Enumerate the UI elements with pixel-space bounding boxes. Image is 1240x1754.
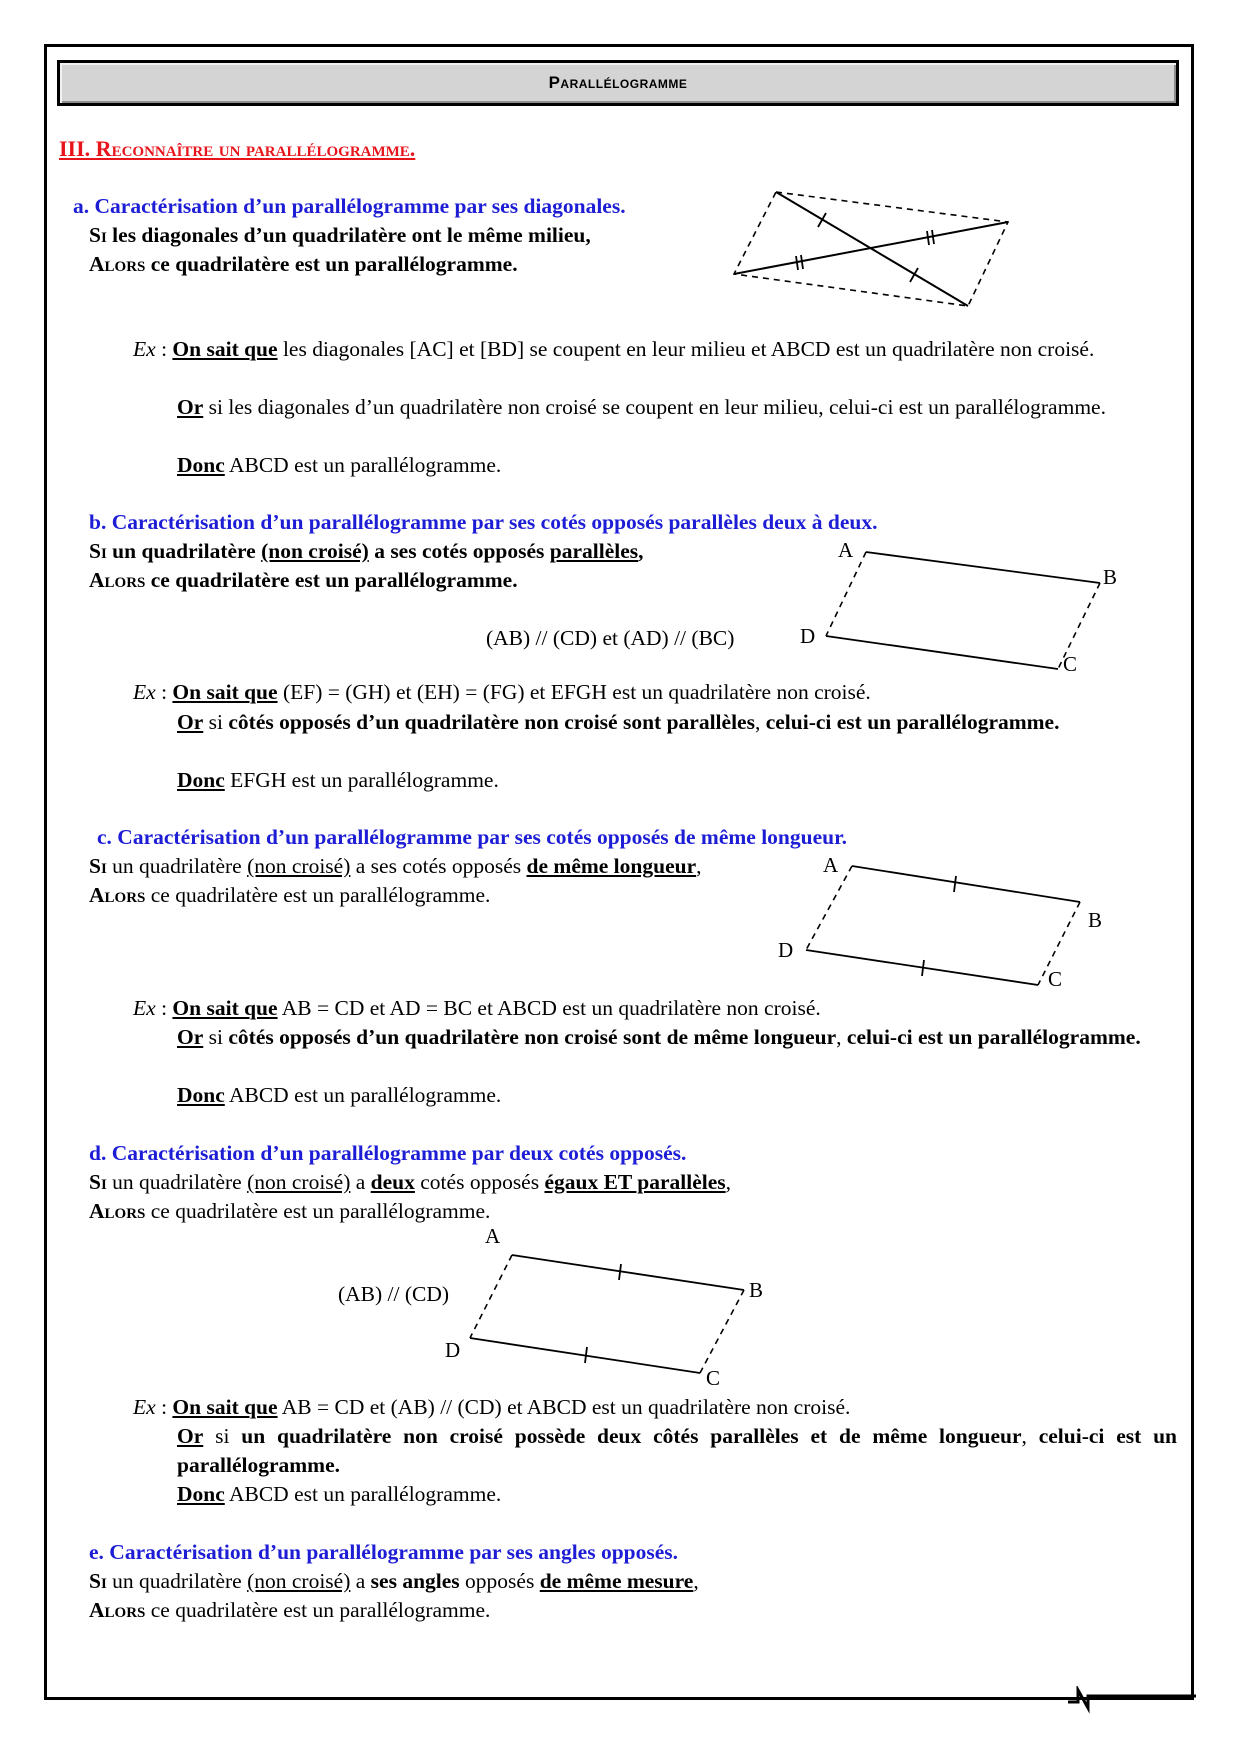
ex-text: AB = CD et AD = BC et ABCD est un quadrilatère non croisé. <box>277 996 821 1020</box>
rule-text: , <box>696 854 702 878</box>
rule-text: a <box>350 1170 371 1194</box>
or-keyword: Or <box>177 1424 204 1448</box>
alors-keyword: Alors <box>89 252 146 276</box>
tick-mark <box>585 1347 587 1363</box>
rule-text: a ses cotés opposés <box>350 854 527 878</box>
vertex-label-b: B <box>749 1278 764 1302</box>
rule-text: ce quadrilatère est un parallélogramme. <box>145 1199 491 1223</box>
or-keyword: Or <box>177 395 204 419</box>
ex-colon: : <box>155 337 173 361</box>
or-bold: celui-ci est un parallélogramme. <box>177 1424 1178 1477</box>
heading-a: a. Caractérisation d’un parallélogramme par ses diagonales. <box>73 194 626 218</box>
rule-underlined: (non croisé) <box>247 1170 351 1194</box>
or-d <box>177 1422 1177 1480</box>
or-text: si <box>203 1025 229 1049</box>
rule-text: ce quadrilatère est un parallélogramme. <box>145 883 491 907</box>
rule-text: un quadrilatère <box>106 1569 248 1593</box>
or-bold: celui-ci est un parallélogramme. <box>846 1025 1141 1049</box>
vertex-label-a: A <box>485 1224 501 1248</box>
rule-underlined: (non croisé) <box>247 1569 351 1593</box>
si-keyword: Si <box>89 223 107 247</box>
vertex-label-c: C <box>1048 967 1063 991</box>
rule-text: a ses cotés opposés <box>368 539 550 563</box>
side-dc <box>470 1338 700 1373</box>
ex-colon: : <box>155 996 173 1020</box>
vertex-label-d: D <box>778 938 794 962</box>
si-keyword: Si <box>89 1569 107 1593</box>
or-bold: celui-ci est un parallélogramme. <box>765 710 1060 734</box>
on-sait-que: On sait que <box>172 996 278 1020</box>
figure-caption-d: (AB) // (CD) <box>338 1282 450 1306</box>
heading-b: b. Caractérisation d’un parallélogramme par ses cotés opposés parallèles deux à deux. <box>89 510 878 534</box>
donc-keyword: Donc <box>177 453 225 477</box>
or-text: si les diagonales d’un quadrilatère non croisé se coupent en leur milieu, celui-ci est un parallélogramme. <box>203 395 1106 419</box>
donc-text: ABCD est un parallélogramme. <box>224 1083 502 1107</box>
si-keyword: Si <box>89 1170 107 1194</box>
rule-text: un quadrilatère <box>106 539 262 563</box>
ex-label: Ex <box>133 680 156 704</box>
vertex-label-a: A <box>823 853 839 877</box>
figure-caption-b: (AB) // (CD) et (AD) // (BC) <box>486 626 735 650</box>
rule-e-si <box>89 1568 699 1594</box>
rule-text: un quadrilatère <box>106 1170 248 1194</box>
vertex-label-d: D <box>800 624 816 648</box>
or-keyword: Or <box>177 710 204 734</box>
side-ab <box>512 1255 744 1290</box>
rule-text: les diagonales d’un quadrilatère ont le même milieu, <box>106 223 591 247</box>
vertex-label-b: B <box>1088 908 1103 932</box>
donc-keyword: Donc <box>177 768 225 792</box>
heading-d: d. Caractérisation d’un parallélogramme par deux cotés opposés. <box>89 1141 687 1165</box>
rule-underlined: (non croisé) <box>247 854 351 878</box>
donc-d <box>177 1481 501 1507</box>
page-title: Parallélogramme <box>548 73 688 92</box>
vertex-label-c: C <box>1063 652 1078 676</box>
rule-text: un quadrilatère <box>106 854 248 878</box>
rule-bold-underlined: égaux ET parallèles <box>544 1170 726 1194</box>
alors-keyword: Alors <box>89 1199 146 1223</box>
side-ad <box>470 1255 512 1338</box>
ex-text: AB = CD et (AB) // (CD) et ABCD est un quadrilatère non croisé. <box>277 1395 851 1419</box>
or-bold: côtés opposés d’un quadrilatère non croisé sont de même longueur <box>228 1025 837 1049</box>
heading-e: e. Caractérisation d’un parallélogramme par ses angles opposés. <box>89 1540 679 1564</box>
rule-text: ce quadrilatère est un parallélogramme. <box>145 1598 491 1622</box>
or-text: si <box>203 1424 242 1448</box>
rule-underlined: (non croisé) <box>261 539 369 563</box>
donc-text: ABCD est un parallélogramme. <box>224 1482 502 1506</box>
section-heading: III. Reconnaître un parallélogramme. <box>59 136 416 161</box>
rule-bold-underlined: de même mesure <box>539 1569 694 1593</box>
rule-text: opposés <box>459 1569 540 1593</box>
or-bold: un quadrilatère non croisé possède deux côtés parallèles et de même longueur <box>241 1424 1022 1448</box>
rule-text: ce quadrilatère est un parallélogramme. <box>145 568 518 592</box>
donc-keyword: Donc <box>177 1083 225 1107</box>
ex-text: les diagonales [AC] et [BD] se coupent en leur milieu et ABCD est un quadrilatère non croisé. <box>277 337 1095 361</box>
rule-text: cotés opposés <box>414 1170 545 1194</box>
ex-colon: : <box>155 680 173 704</box>
donc-text: EFGH est un parallélogramme. <box>224 768 499 792</box>
ex-label: Ex <box>133 337 156 361</box>
page-turn-mark <box>1068 1686 1196 1714</box>
or-text: si <box>203 710 229 734</box>
or-text: , <box>836 1025 847 1049</box>
rule-underlined: parallèles <box>549 539 639 563</box>
on-sait-que: On sait que <box>172 680 278 704</box>
rule-text: , <box>725 1170 732 1194</box>
vertex-label-a: A <box>838 538 854 562</box>
ex-label: Ex <box>133 1395 156 1419</box>
on-sait-que: On sait que <box>172 337 278 361</box>
or-keyword: Or <box>177 1025 204 1049</box>
vertex-label-d: D <box>445 1338 461 1362</box>
ex-text: (EF) = (GH) et (EH) = (FG) et EFGH est un quadrilatère non croisé. <box>277 680 871 704</box>
vertex-label-b: B <box>1103 565 1118 589</box>
rule-text: a <box>350 1569 371 1593</box>
or-text: , <box>754 710 766 734</box>
on-sait-que: On sait que <box>172 1395 278 1419</box>
rule-text: ce quadrilatère est un parallélogramme. <box>145 252 518 276</box>
example-d <box>133 1394 850 1420</box>
or-text: , <box>1021 1424 1039 1448</box>
or-bold: côtés opposés d’un quadrilatère non croisé sont parallèles <box>228 710 755 734</box>
alors-keyword: Alors <box>89 883 146 907</box>
side-bc <box>700 1290 744 1373</box>
donc-keyword: Donc <box>177 1482 225 1506</box>
rule-text: , <box>693 1569 699 1593</box>
donc-text: ABCD est un parallélogramme. <box>224 453 502 477</box>
alors-keyword: Alors <box>89 568 146 592</box>
rule-bold-underlined: deux <box>370 1170 415 1194</box>
rule-bold: ses angles <box>370 1569 460 1593</box>
rule-text: , <box>638 539 644 563</box>
vertex-label-c: C <box>706 1366 721 1390</box>
heading-c: c. Caractérisation d’un parallélogramme par ses cotés opposés de même longueur. <box>97 825 848 849</box>
rule-bold-underlined: de même longueur <box>526 854 697 878</box>
tick-mark <box>619 1264 621 1280</box>
alors-keyword: Alors <box>89 1598 146 1622</box>
si-keyword: Si <box>89 539 107 563</box>
rule-e-alors <box>89 1597 490 1623</box>
ex-colon: : <box>155 1395 173 1419</box>
ex-label: Ex <box>133 996 156 1020</box>
si-keyword: Si <box>89 854 107 878</box>
